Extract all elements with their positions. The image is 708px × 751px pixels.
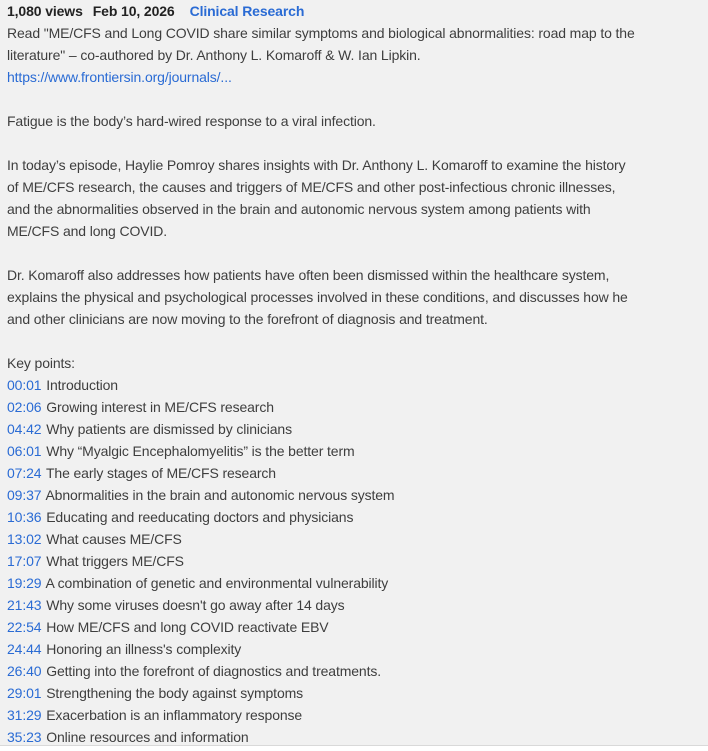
key-points-label: Key points: — [7, 355, 75, 371]
description-line: In today’s episode, Haylie Pomroy shares insights with Dr. Anthony L. Komaroff to examine the history — [7, 157, 626, 173]
chapter-title: Online resources and information — [46, 729, 249, 745]
description-text — [7, 22, 700, 330]
description-line: ME/CFS and long COVID. — [7, 223, 167, 239]
chapter-row — [7, 418, 700, 440]
chapter-timestamp-link[interactable]: 13:02 — [7, 531, 42, 547]
chapter-row — [7, 462, 700, 484]
chapter-title: Educating and reeducating doctors and physicians — [46, 509, 354, 525]
description-paragraph — [7, 22, 700, 88]
description-line: literature" – co-authored by Dr. Anthony L. Komaroff & W. Ian Lipkin. — [7, 47, 421, 63]
category-link[interactable]: Clinical Research — [189, 3, 305, 19]
chapter-title: Honoring an illness's complexity — [46, 641, 242, 657]
description-line: explains the physical and psychological processes involved in these conditions, and discusses how he — [7, 289, 628, 305]
description-line: Dr. Komaroff also addresses how patients have often been dismissed within the healthcare system, — [7, 267, 610, 283]
chapter-row — [7, 660, 700, 682]
chapter-row — [7, 528, 700, 550]
description-line: and other clinicians are now moving to the forefront of diagnosis and treatment. — [7, 311, 488, 327]
chapter-title: Introduction — [46, 377, 118, 393]
description-line: Read "ME/CFS and Long COVID share similar symptoms and biological abnormalities: road map to the — [7, 25, 635, 41]
chapter-title: Getting into the forefront of diagnostics and treatments. — [46, 663, 382, 679]
chapter-title: Why “Myalgic Encephalomyelitis” is the better term — [46, 443, 355, 459]
upload-date: Feb 10, 2026 — [92, 3, 175, 19]
chapter-title: Abnormalities in the brain and autonomic nervous system — [45, 487, 395, 503]
chapter-timestamp-link[interactable]: 09:37 — [7, 487, 42, 503]
chapter-row — [7, 704, 700, 726]
chapter-timestamp-link[interactable]: 21:43 — [7, 597, 42, 613]
description-line: and the abnormalities observed in the brain and autonomic nervous system among patients with — [7, 201, 591, 217]
chapter-row — [7, 594, 700, 616]
chapter-row — [7, 638, 700, 660]
description-paragraph — [7, 264, 700, 330]
chapter-row — [7, 616, 700, 638]
chapter-row — [7, 682, 700, 704]
chapter-title: Growing interest in ME/CFS research — [46, 399, 274, 415]
chapter-row — [7, 440, 700, 462]
chapter-row — [7, 550, 700, 572]
description-paragraph — [7, 110, 700, 132]
view-count: 1,080 views — [7, 3, 83, 19]
chapter-title: A combination of genetic and environmental vulnerability — [45, 575, 389, 591]
chapter-timestamp-link[interactable]: 19:29 — [7, 575, 42, 591]
description-paragraph — [7, 154, 700, 242]
chapter-timestamp-link[interactable]: 29:01 — [7, 685, 42, 701]
chapter-timestamp-link[interactable]: 35:23 — [7, 729, 42, 745]
footer-strip — [0, 746, 708, 751]
chapter-title: Why patients are dismissed by clinicians — [46, 421, 292, 437]
chapter-timestamp-link[interactable]: 00:01 — [7, 377, 42, 393]
chapter-row — [7, 506, 700, 528]
chapter-row — [7, 484, 700, 506]
chapter-row — [7, 396, 700, 418]
chapter-title: How ME/CFS and long COVID reactivate EBV — [46, 619, 329, 635]
description-line: of ME/CFS research, the causes and triggers of ME/CFS and other post-infectious chronic illnesses, — [7, 179, 616, 195]
chapter-title: Exacerbation is an inflammatory response — [46, 707, 303, 723]
chapter-list — [7, 374, 700, 748]
chapter-timestamp-link[interactable]: 02:06 — [7, 399, 42, 415]
chapter-row — [7, 572, 700, 594]
chapter-timestamp-link[interactable]: 04:42 — [7, 421, 42, 437]
chapter-timestamp-link[interactable]: 10:36 — [7, 509, 42, 525]
chapter-timestamp-link[interactable]: 17:07 — [7, 553, 42, 569]
video-meta — [7, 0, 700, 22]
description-line: Fatigue is the body’s hard-wired response to a viral infection. — [7, 113, 376, 129]
chapter-row — [7, 374, 700, 396]
chapter-title: The early stages of ME/CFS research — [45, 465, 276, 481]
article-link[interactable]: https://www.frontiersin.org/journals/... — [7, 69, 232, 85]
chapter-timestamp-link[interactable]: 22:54 — [7, 619, 42, 635]
chapter-title: Why some viruses doesn't go away after 14 days — [46, 597, 345, 613]
chapter-timestamp-link[interactable]: 06:01 — [7, 443, 42, 459]
chapter-timestamp-link[interactable]: 24:44 — [7, 641, 42, 657]
chapter-title: What causes ME/CFS — [46, 531, 182, 547]
chapter-timestamp-link[interactable]: 26:40 — [7, 663, 42, 679]
chapter-timestamp-link[interactable]: 31:29 — [7, 707, 42, 723]
chapter-title: What triggers ME/CFS — [46, 553, 184, 569]
chapter-title: Strengthening the body against symptoms — [46, 685, 304, 701]
chapter-timestamp-link[interactable]: 07:24 — [7, 465, 42, 481]
